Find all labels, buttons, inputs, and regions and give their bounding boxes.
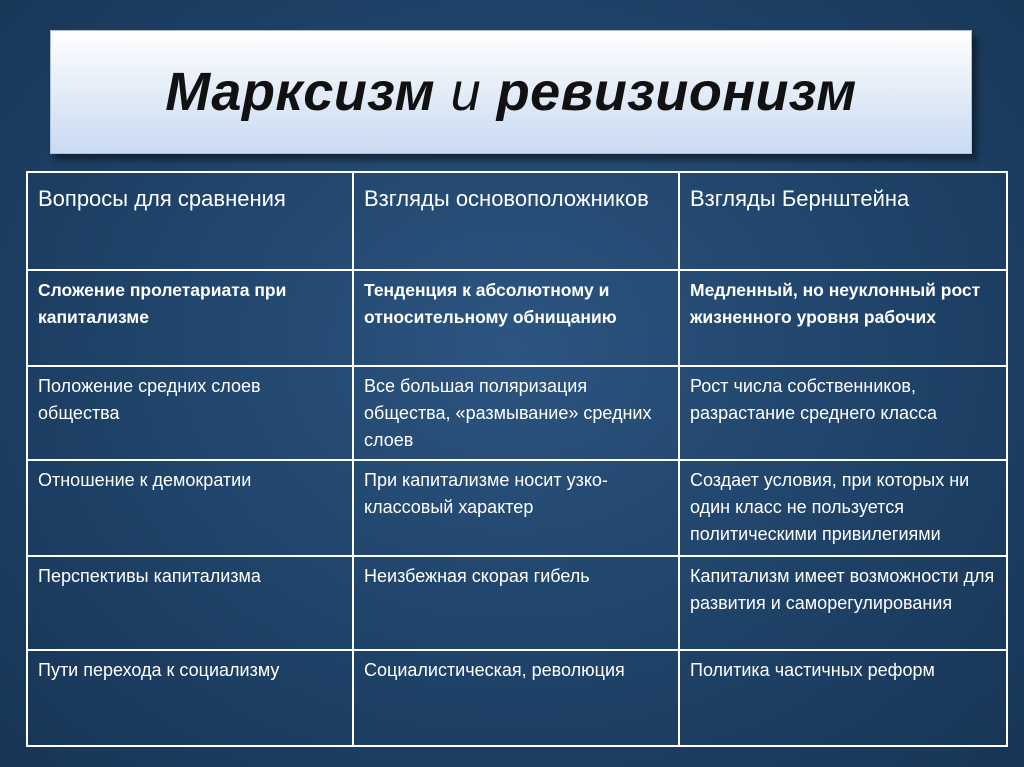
table-cell: Медленный, но неуклонный рост жизненного уровня рабочих xyxy=(679,270,1007,366)
table-row xyxy=(27,650,1007,746)
table-cell: Политика частичных реформ xyxy=(679,650,1007,746)
table-cell: Положение средних слоев общества xyxy=(27,366,353,460)
table-row xyxy=(27,556,1007,650)
title-word-marxism: Марксизм xyxy=(165,62,436,122)
title-banner xyxy=(50,30,972,154)
title-word-and: и xyxy=(450,62,482,122)
table-cell: Пути перехода к социализму xyxy=(27,650,353,746)
table-cell: Социалистическая, революция xyxy=(353,650,679,746)
table-header-row xyxy=(27,172,1007,270)
slide-title xyxy=(165,61,856,123)
table-cell: При капитализме носит узко-классовый характер xyxy=(353,460,679,556)
table-cell: Неизбежная скорая гибель xyxy=(353,556,679,650)
table-cell: Рост числа собственников, разрастание среднего класса xyxy=(679,366,1007,460)
table-cell: Создает условия, при которых ни один класс не пользуется политическими привилегиями xyxy=(679,460,1007,556)
table-row xyxy=(27,270,1007,366)
table-cell: Сложение пролетариата при капитализме xyxy=(27,270,353,366)
table-row xyxy=(27,366,1007,460)
header-cell-bernstein: Взгляды Бернштейна xyxy=(679,172,1007,270)
table-cell: Капитализм имеет возможности для развития и саморегулирования xyxy=(679,556,1007,650)
table-cell: Отношение к демократии xyxy=(27,460,353,556)
title-word-revisionism: ревизионизм xyxy=(496,62,857,122)
table-cell: Все большая поляризация общества, «размывание» средних слоев xyxy=(353,366,679,460)
table-cell: Перспективы капитализма xyxy=(27,556,353,650)
table-row xyxy=(27,460,1007,556)
header-cell-founders: Взгляды основоположников xyxy=(353,172,679,270)
comparison-table xyxy=(26,171,1008,747)
header-cell-questions: Вопросы для сравнения xyxy=(27,172,353,270)
table-cell: Тенденция к абсолютному и относительному обнищанию xyxy=(353,270,679,366)
